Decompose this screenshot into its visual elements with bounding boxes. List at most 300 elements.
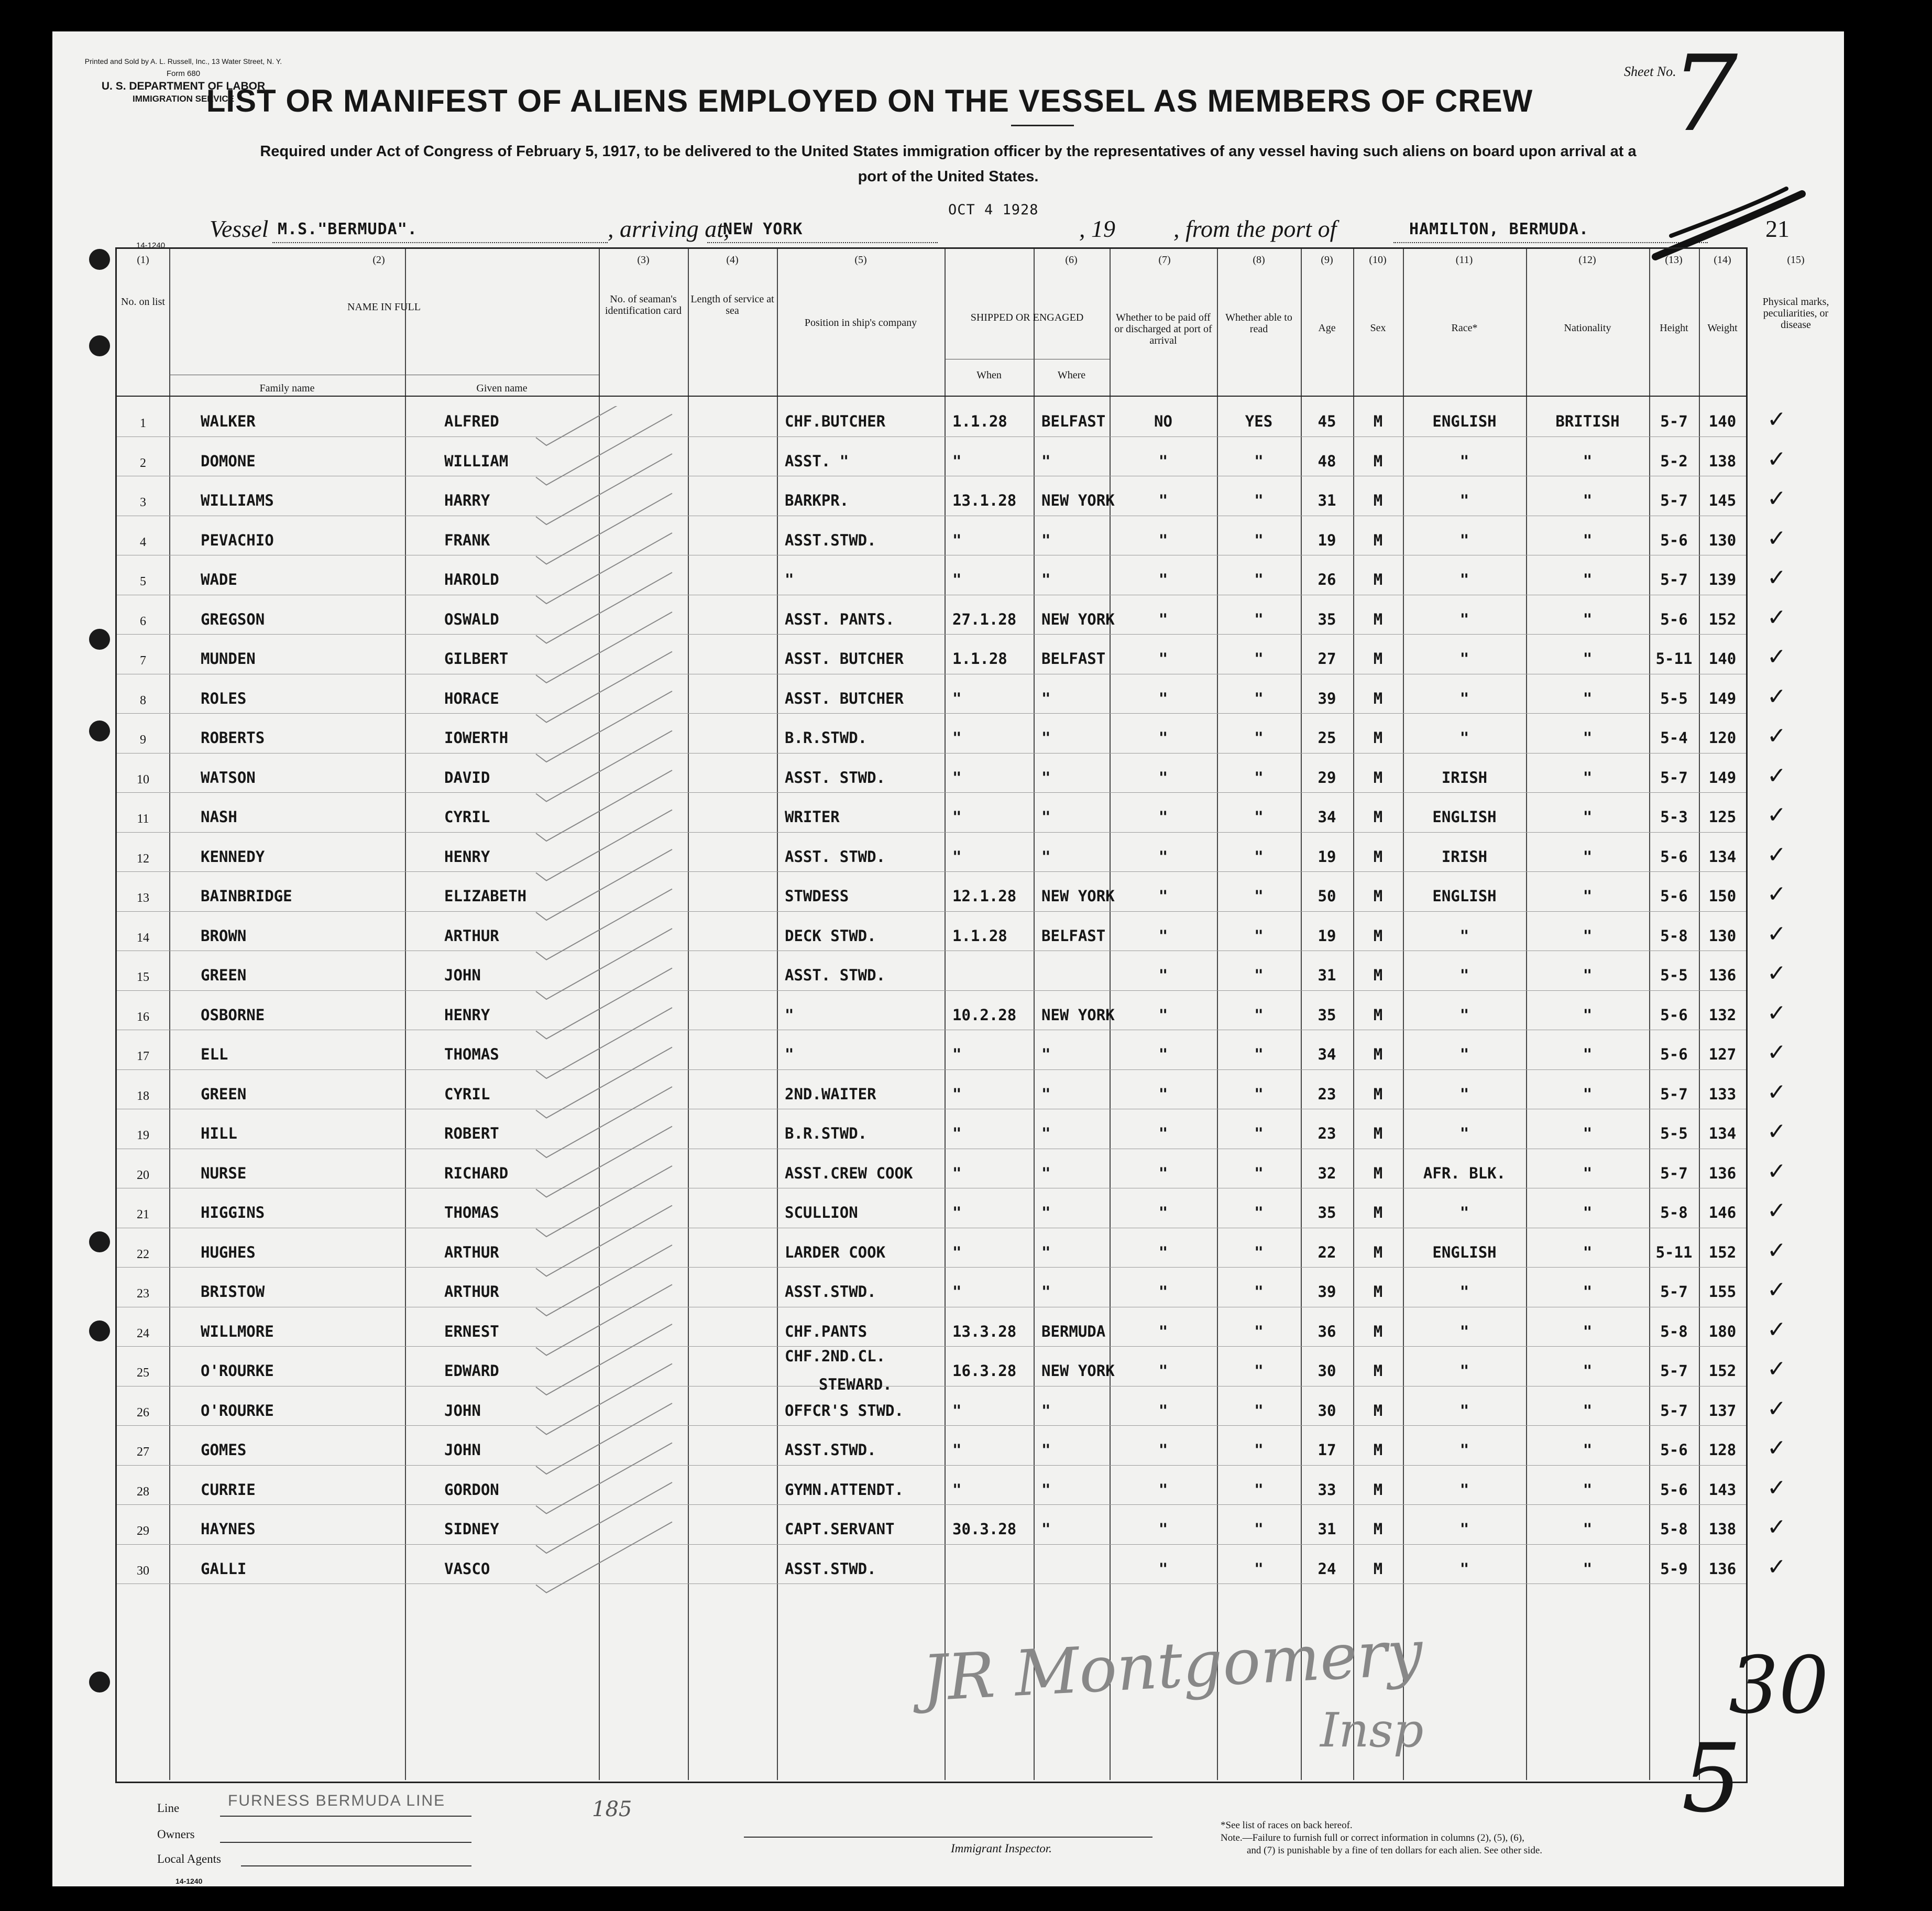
cell-age: 35 bbox=[1318, 610, 1336, 628]
pencil-tick-mark bbox=[536, 612, 672, 683]
pencil-tick-mark bbox=[536, 1285, 672, 1356]
cell-height: 5-7 bbox=[1660, 412, 1688, 430]
cell-race: " bbox=[1459, 1559, 1469, 1578]
cell-nationality: " bbox=[1583, 1283, 1593, 1301]
check-mark-icon: ✓ bbox=[1767, 841, 1786, 868]
check-mark-icon: ✓ bbox=[1767, 762, 1786, 789]
cell-family: GREEN bbox=[201, 1085, 247, 1103]
cell-race: " bbox=[1459, 610, 1469, 628]
cell-paid: " bbox=[1158, 1006, 1168, 1024]
cell-position: ASST.STWD. bbox=[785, 1283, 876, 1301]
pencil-tick-mark bbox=[536, 1245, 672, 1316]
cell-sex: M bbox=[1373, 966, 1383, 984]
col-header-physical: Physical marks, peculiarities, or disease bbox=[1762, 296, 1829, 331]
cell-nationality: " bbox=[1583, 1045, 1593, 1063]
cell-race: " bbox=[1459, 1006, 1469, 1024]
check-mark-icon: ✓ bbox=[1767, 1118, 1786, 1145]
cell-age: 29 bbox=[1318, 768, 1336, 787]
cell-weight: 152 bbox=[1708, 1362, 1737, 1380]
cell-position: " bbox=[785, 1006, 794, 1024]
cell-when: " bbox=[952, 689, 962, 707]
vessel-underline bbox=[272, 242, 608, 243]
table-row bbox=[117, 1469, 1786, 1509]
cell-race: ENGLISH bbox=[1432, 412, 1497, 430]
cell-where: " bbox=[1041, 1480, 1051, 1499]
cell-when: " bbox=[952, 768, 962, 787]
cell-no: 8 bbox=[140, 693, 146, 707]
cell-race: " bbox=[1459, 1480, 1469, 1499]
cell-weight: 125 bbox=[1708, 808, 1737, 826]
cell-height: 5-8 bbox=[1660, 926, 1688, 945]
cell-sex: M bbox=[1373, 1480, 1383, 1499]
cell-given: SIDNEY bbox=[444, 1520, 499, 1538]
table-row bbox=[117, 1153, 1786, 1193]
cell-family: PEVACHIO bbox=[201, 531, 274, 549]
manifest-page bbox=[52, 31, 1844, 1886]
table-row bbox=[117, 717, 1786, 757]
cell-position: CHF.2ND.CL. bbox=[785, 1347, 886, 1365]
cell-height: 5-4 bbox=[1660, 729, 1688, 747]
cell-paid: " bbox=[1158, 1085, 1168, 1103]
cell-paid: " bbox=[1158, 1362, 1168, 1380]
cell-when: " bbox=[952, 1045, 962, 1063]
cell-race: " bbox=[1459, 531, 1469, 549]
cell-read: " bbox=[1254, 847, 1264, 866]
cell-where: " bbox=[1041, 1164, 1051, 1182]
check-mark-icon: ✓ bbox=[1767, 1356, 1786, 1382]
sheet-number: 7 bbox=[1671, 33, 1738, 155]
table-row bbox=[117, 441, 1786, 481]
line-underline bbox=[220, 1816, 471, 1817]
owners-label: Owners bbox=[157, 1828, 195, 1841]
cell-age: 39 bbox=[1318, 1283, 1336, 1301]
table-row bbox=[117, 1548, 1786, 1588]
cell-position: B.R.STWD. bbox=[785, 1124, 868, 1142]
cell-position: STWDESS bbox=[785, 887, 849, 905]
cell-position: ASST. PANTS. bbox=[785, 610, 895, 628]
cell-when: " bbox=[952, 1480, 962, 1499]
cell-read: " bbox=[1254, 729, 1264, 747]
column-number: (13) bbox=[1665, 254, 1683, 266]
cell-given: THOMAS bbox=[444, 1045, 499, 1063]
cell-read: " bbox=[1254, 1006, 1264, 1024]
cell-no: 23 bbox=[137, 1287, 149, 1301]
cell-sex: M bbox=[1373, 1243, 1383, 1261]
cell-nationality: " bbox=[1583, 1124, 1593, 1142]
cell-age: 45 bbox=[1318, 412, 1336, 430]
cell-when: " bbox=[952, 847, 962, 866]
pencil-tick-mark bbox=[536, 1324, 672, 1395]
cell-nationality: " bbox=[1583, 768, 1593, 787]
footnote bbox=[1221, 1819, 1542, 1857]
table-row bbox=[117, 1034, 1786, 1074]
cell-where: " bbox=[1041, 571, 1051, 588]
cell-age: 24 bbox=[1318, 1559, 1336, 1578]
table-row bbox=[117, 480, 1786, 520]
cell-given: CYRIL bbox=[444, 808, 490, 826]
cell-race: " bbox=[1459, 1520, 1469, 1538]
cell-when: 27.1.28 bbox=[952, 610, 1017, 628]
cell-when: 1.1.28 bbox=[952, 926, 1007, 945]
cell-no: 1 bbox=[140, 417, 146, 430]
cell-family: GREEN bbox=[201, 966, 247, 984]
cell-height: 5-5 bbox=[1660, 966, 1688, 984]
cell-weight: 152 bbox=[1708, 1243, 1737, 1261]
cell-position-line2: STEWARD. bbox=[819, 1375, 892, 1393]
pencil-tick-mark bbox=[536, 454, 672, 525]
col-header-weight: Weight bbox=[1707, 322, 1738, 334]
cell-paid: " bbox=[1158, 1164, 1168, 1182]
check-mark-icon: ✓ bbox=[1767, 445, 1786, 473]
col-header-shipped: SHIPPED OR ENGAGED bbox=[970, 312, 1084, 323]
cell-read: " bbox=[1254, 1441, 1264, 1459]
pencil-tick-mark bbox=[536, 573, 672, 643]
cell-no: 26 bbox=[137, 1405, 149, 1419]
cell-height: 5-7 bbox=[1660, 1164, 1688, 1182]
cell-given: HENRY bbox=[444, 1006, 490, 1024]
col-header-no: No. on list bbox=[121, 296, 165, 308]
column-number: (4) bbox=[726, 254, 739, 266]
cell-position: CHF.BUTCHER bbox=[785, 412, 886, 430]
cell-read: " bbox=[1254, 452, 1264, 470]
cell-position: " bbox=[785, 571, 794, 588]
punch-hole bbox=[89, 720, 110, 741]
subtitle-line-2: port of the United States. bbox=[858, 168, 1039, 185]
table-row bbox=[117, 1074, 1786, 1113]
check-mark-icon: ✓ bbox=[1767, 999, 1786, 1027]
cell-where: " bbox=[1041, 1283, 1051, 1301]
cell-position: ASST. BUTCHER bbox=[785, 650, 904, 668]
cell-given: JOHN bbox=[444, 1441, 481, 1459]
check-mark-icon: ✓ bbox=[1767, 920, 1786, 947]
cell-read: " bbox=[1254, 492, 1264, 509]
cell-read: " bbox=[1254, 1085, 1264, 1103]
service-name: IMMIGRATION SERVICE bbox=[133, 94, 234, 104]
cell-height: 5-5 bbox=[1660, 689, 1688, 707]
cell-paid: " bbox=[1158, 610, 1168, 628]
cell-paid: " bbox=[1158, 1283, 1168, 1301]
printer-credit: Printed and Sold by A. L. Russell, Inc., 13 Water Street, N. Y. bbox=[84, 57, 282, 65]
punch-hole bbox=[89, 335, 110, 356]
cell-weight: 132 bbox=[1708, 1006, 1737, 1024]
cell-no: 22 bbox=[137, 1247, 149, 1261]
page-title: LIST OR MANIFEST OF ALIENS EMPLOYED ON THE VESSEL AS MEMBERS OF CREW bbox=[206, 83, 1533, 118]
pencil-tick-mark bbox=[536, 1008, 672, 1078]
cell-nationality: " bbox=[1583, 1243, 1593, 1261]
cell-where: " bbox=[1041, 847, 1051, 866]
cell-height: 5-6 bbox=[1660, 1006, 1688, 1024]
table-row bbox=[117, 599, 1786, 639]
cell-where: NEW YORK bbox=[1041, 610, 1115, 628]
cell-when: " bbox=[952, 1283, 962, 1301]
cell-position: CAPT.SERVANT bbox=[785, 1520, 895, 1538]
cell-position: ASST. STWD. bbox=[785, 768, 886, 787]
cell-sex: M bbox=[1373, 412, 1383, 430]
column-number: (11) bbox=[1455, 254, 1473, 266]
pencil-tick-mark bbox=[536, 691, 672, 762]
inspector-signature: JR Montgomery bbox=[920, 1617, 1425, 1716]
cell-paid: " bbox=[1158, 492, 1168, 509]
cell-race: " bbox=[1459, 1124, 1469, 1142]
cell-nationality: " bbox=[1583, 650, 1593, 668]
col-header-id-card: No. of seaman's identification card bbox=[605, 293, 682, 316]
cell-position: ASST. STWD. bbox=[785, 847, 886, 866]
cell-no: 21 bbox=[137, 1208, 149, 1221]
cell-family: WALKER bbox=[201, 412, 256, 430]
check-mark-icon: ✓ bbox=[1767, 1237, 1786, 1264]
cell-race: " bbox=[1459, 729, 1469, 747]
cell-race: " bbox=[1459, 1362, 1469, 1380]
cell-when: " bbox=[952, 1401, 962, 1419]
cell-race: ENGLISH bbox=[1432, 808, 1497, 826]
column-number: (6) bbox=[1065, 254, 1078, 266]
handwritten-number: 185 bbox=[592, 1797, 632, 1821]
arriving-label: , arriving at, bbox=[608, 215, 730, 242]
from-label: , from the port of bbox=[1173, 215, 1337, 242]
cell-race: AFR. BLK. bbox=[1423, 1164, 1506, 1182]
cell-when: " bbox=[952, 531, 962, 549]
cell-no: 10 bbox=[137, 772, 149, 787]
cell-sex: M bbox=[1373, 610, 1383, 628]
cell-where: " bbox=[1041, 1124, 1051, 1142]
cell-age: 39 bbox=[1318, 689, 1336, 707]
punch-hole bbox=[89, 629, 110, 650]
cell-read: " bbox=[1254, 1520, 1264, 1538]
cell-family: CURRIE bbox=[201, 1480, 256, 1499]
cell-given: ARTHUR bbox=[444, 1283, 499, 1301]
col-header-nationality: Nationality bbox=[1564, 322, 1611, 334]
cell-where: BERMUDA bbox=[1041, 1322, 1106, 1340]
check-mark-icon: ✓ bbox=[1767, 1039, 1786, 1066]
cell-no: 13 bbox=[137, 891, 149, 905]
pencil-tick-mark bbox=[536, 1087, 672, 1157]
pencil-tick-mark bbox=[536, 414, 672, 485]
cell-given: CYRIL bbox=[444, 1085, 490, 1103]
form-code-bottom: 14-1240 bbox=[175, 1877, 203, 1885]
cell-when: " bbox=[952, 571, 962, 588]
cell-weight: 146 bbox=[1708, 1204, 1737, 1221]
cell-age: 34 bbox=[1318, 1045, 1336, 1063]
cell-position: ASST. " bbox=[785, 452, 849, 470]
cell-paid: " bbox=[1158, 808, 1168, 826]
check-mark-icon: ✓ bbox=[1767, 1157, 1786, 1185]
cell-given: ELIZABETH bbox=[444, 887, 527, 905]
cell-sex: M bbox=[1373, 847, 1383, 866]
cell-sex: M bbox=[1373, 1006, 1383, 1024]
cell-race: ENGLISH bbox=[1432, 887, 1497, 905]
cell-sex: M bbox=[1373, 1124, 1383, 1142]
cell-when: " bbox=[952, 1085, 962, 1103]
pencil-tick-mark bbox=[536, 652, 672, 723]
pencil-tick-mark bbox=[536, 770, 672, 841]
cell-no: 16 bbox=[137, 1010, 149, 1024]
tally-total: 30 bbox=[1729, 1640, 1829, 1731]
cell-where: " bbox=[1041, 768, 1051, 787]
cell-read: " bbox=[1254, 768, 1264, 787]
col-header-family: Family name bbox=[259, 383, 315, 394]
cell-height: 5-11 bbox=[1655, 1243, 1693, 1261]
cell-when: 16.3.28 bbox=[952, 1362, 1017, 1380]
cell-weight: 138 bbox=[1708, 1520, 1737, 1538]
cell-where: " bbox=[1041, 689, 1051, 707]
column-number: (8) bbox=[1253, 254, 1265, 266]
check-mark-icon: ✓ bbox=[1767, 1276, 1786, 1303]
col-header-when: When bbox=[976, 369, 1002, 381]
cell-race: IRISH bbox=[1441, 768, 1488, 787]
cell-sex: M bbox=[1373, 650, 1383, 668]
line-stamp: FURNESS BERMUDA LINE bbox=[228, 1792, 446, 1809]
cell-age: 31 bbox=[1318, 1520, 1336, 1538]
cell-when: " bbox=[952, 808, 962, 826]
cell-no: 7 bbox=[140, 654, 146, 668]
cell-read: " bbox=[1254, 689, 1264, 707]
column-number: (10) bbox=[1369, 254, 1387, 266]
table-row bbox=[117, 796, 1786, 836]
cell-no: 27 bbox=[137, 1445, 149, 1459]
cell-given: ALFRED bbox=[444, 412, 499, 430]
cell-read: " bbox=[1254, 926, 1264, 945]
cell-age: 33 bbox=[1318, 1480, 1336, 1499]
cell-read: " bbox=[1254, 1559, 1264, 1578]
cell-height: 5-7 bbox=[1660, 1283, 1688, 1301]
table-row bbox=[117, 678, 1786, 718]
cell-given: GORDON bbox=[444, 1480, 499, 1499]
cell-race: " bbox=[1459, 452, 1469, 470]
cell-family: WILLIAMS bbox=[201, 492, 274, 509]
cell-given: VASCO bbox=[444, 1559, 490, 1578]
cell-paid: " bbox=[1158, 1441, 1168, 1459]
cell-no: 4 bbox=[140, 535, 146, 549]
pencil-tick-mark bbox=[536, 1482, 672, 1553]
cell-age: 23 bbox=[1318, 1124, 1336, 1142]
cell-height: 5-6 bbox=[1660, 1480, 1688, 1499]
cell-race: " bbox=[1459, 1322, 1469, 1340]
cell-race: " bbox=[1459, 966, 1469, 984]
cell-race: " bbox=[1459, 571, 1469, 588]
table-row bbox=[117, 876, 1786, 915]
cell-family: O'ROURKE bbox=[201, 1362, 274, 1380]
cell-read: " bbox=[1254, 1480, 1264, 1499]
cell-sex: M bbox=[1373, 1164, 1383, 1182]
cell-no: 24 bbox=[137, 1326, 149, 1340]
header-rule bbox=[117, 396, 1746, 397]
cell-race: " bbox=[1459, 926, 1469, 945]
cell-position: ASST.CREW COOK bbox=[785, 1164, 913, 1182]
cell-given: OSWALD bbox=[444, 610, 499, 628]
table-row bbox=[117, 1347, 1786, 1393]
cell-sex: M bbox=[1373, 1283, 1383, 1301]
table-row bbox=[117, 1113, 1786, 1153]
cell-paid: " bbox=[1158, 1124, 1168, 1142]
cell-family: ROLES bbox=[201, 689, 247, 707]
cell-where: " bbox=[1041, 1085, 1051, 1103]
cell-height: 5-7 bbox=[1660, 571, 1688, 588]
cell-age: 34 bbox=[1318, 808, 1336, 826]
cell-sex: M bbox=[1373, 531, 1383, 549]
cell-sex: M bbox=[1373, 1520, 1383, 1538]
column-number: (15) bbox=[1787, 254, 1805, 266]
agents-underline bbox=[241, 1865, 471, 1866]
cell-nationality: " bbox=[1583, 1401, 1593, 1419]
cell-paid: " bbox=[1158, 887, 1168, 905]
check-mark-icon: ✓ bbox=[1767, 723, 1786, 749]
table-row bbox=[117, 915, 1786, 955]
cell-family: O'ROURKE bbox=[201, 1401, 274, 1419]
cell-paid: " bbox=[1158, 1559, 1168, 1578]
pencil-tick-mark bbox=[536, 1522, 672, 1593]
cell-where: " bbox=[1041, 1045, 1051, 1063]
cell-where: NEW YORK bbox=[1041, 492, 1115, 509]
pencil-tick-mark bbox=[536, 889, 672, 960]
cell-weight: 145 bbox=[1708, 492, 1737, 509]
cell-family: GALLI bbox=[201, 1559, 247, 1578]
cell-when: 13.1.28 bbox=[952, 492, 1017, 509]
cell-family: HIGGINS bbox=[201, 1204, 265, 1221]
cell-no: 5 bbox=[140, 575, 146, 588]
column-number: (1) bbox=[137, 254, 149, 266]
pencil-tick-mark bbox=[536, 494, 672, 564]
cell-height: 5-6 bbox=[1660, 1441, 1688, 1459]
pencil-tick-mark bbox=[536, 1443, 672, 1514]
cell-age: 30 bbox=[1318, 1362, 1336, 1380]
cell-read: " bbox=[1254, 1401, 1264, 1419]
cell-paid: " bbox=[1158, 768, 1168, 787]
column-number: (3) bbox=[637, 254, 650, 266]
cell-read: YES bbox=[1245, 412, 1273, 430]
line-label: Line bbox=[157, 1801, 180, 1815]
cell-age: 31 bbox=[1318, 966, 1336, 984]
cell-nationality: " bbox=[1583, 808, 1593, 826]
arriving-port: NEW YORK bbox=[723, 220, 803, 238]
cell-race: " bbox=[1459, 689, 1469, 707]
cell-weight: 134 bbox=[1708, 847, 1737, 866]
cell-age: 36 bbox=[1318, 1322, 1336, 1340]
table-row bbox=[117, 1311, 1786, 1351]
cell-age: 50 bbox=[1318, 887, 1336, 905]
cell-family: WILLMORE bbox=[201, 1322, 274, 1340]
cell-sex: M bbox=[1373, 1441, 1383, 1459]
cell-where: " bbox=[1041, 1204, 1051, 1221]
cell-age: 30 bbox=[1318, 1401, 1336, 1419]
cell-no: 19 bbox=[137, 1129, 149, 1142]
cell-no: 29 bbox=[137, 1524, 149, 1538]
cell-age: 19 bbox=[1318, 926, 1336, 945]
cell-nationality: " bbox=[1583, 610, 1593, 628]
pencil-tick-mark bbox=[536, 1364, 672, 1435]
inspector-title: Insp bbox=[1320, 1703, 1424, 1758]
punch-hole bbox=[89, 1320, 110, 1341]
cell-paid: " bbox=[1158, 847, 1168, 866]
cell-nationality: " bbox=[1583, 926, 1593, 945]
cell-family: ELL bbox=[201, 1045, 228, 1063]
cell-no: 25 bbox=[137, 1366, 149, 1380]
col-header-length: Length of service at sea bbox=[690, 293, 774, 316]
cell-nationality: " bbox=[1583, 531, 1593, 549]
cell-given: HARRY bbox=[444, 492, 490, 509]
cell-nationality: " bbox=[1583, 1085, 1593, 1103]
cell-when: " bbox=[952, 729, 962, 747]
cell-family: HAYNES bbox=[201, 1520, 256, 1538]
vessel-name: M.S."BERMUDA". bbox=[278, 220, 418, 238]
pencil-tick-mark bbox=[536, 849, 672, 920]
year-label: , 19 bbox=[1079, 215, 1115, 242]
cell-sex: M bbox=[1373, 492, 1383, 509]
cell-position: WRITER bbox=[785, 808, 840, 826]
cell-weight: 130 bbox=[1708, 926, 1737, 945]
cell-height: 5-8 bbox=[1660, 1204, 1688, 1221]
cell-age: 35 bbox=[1318, 1006, 1336, 1024]
cell-paid: " bbox=[1158, 689, 1168, 707]
